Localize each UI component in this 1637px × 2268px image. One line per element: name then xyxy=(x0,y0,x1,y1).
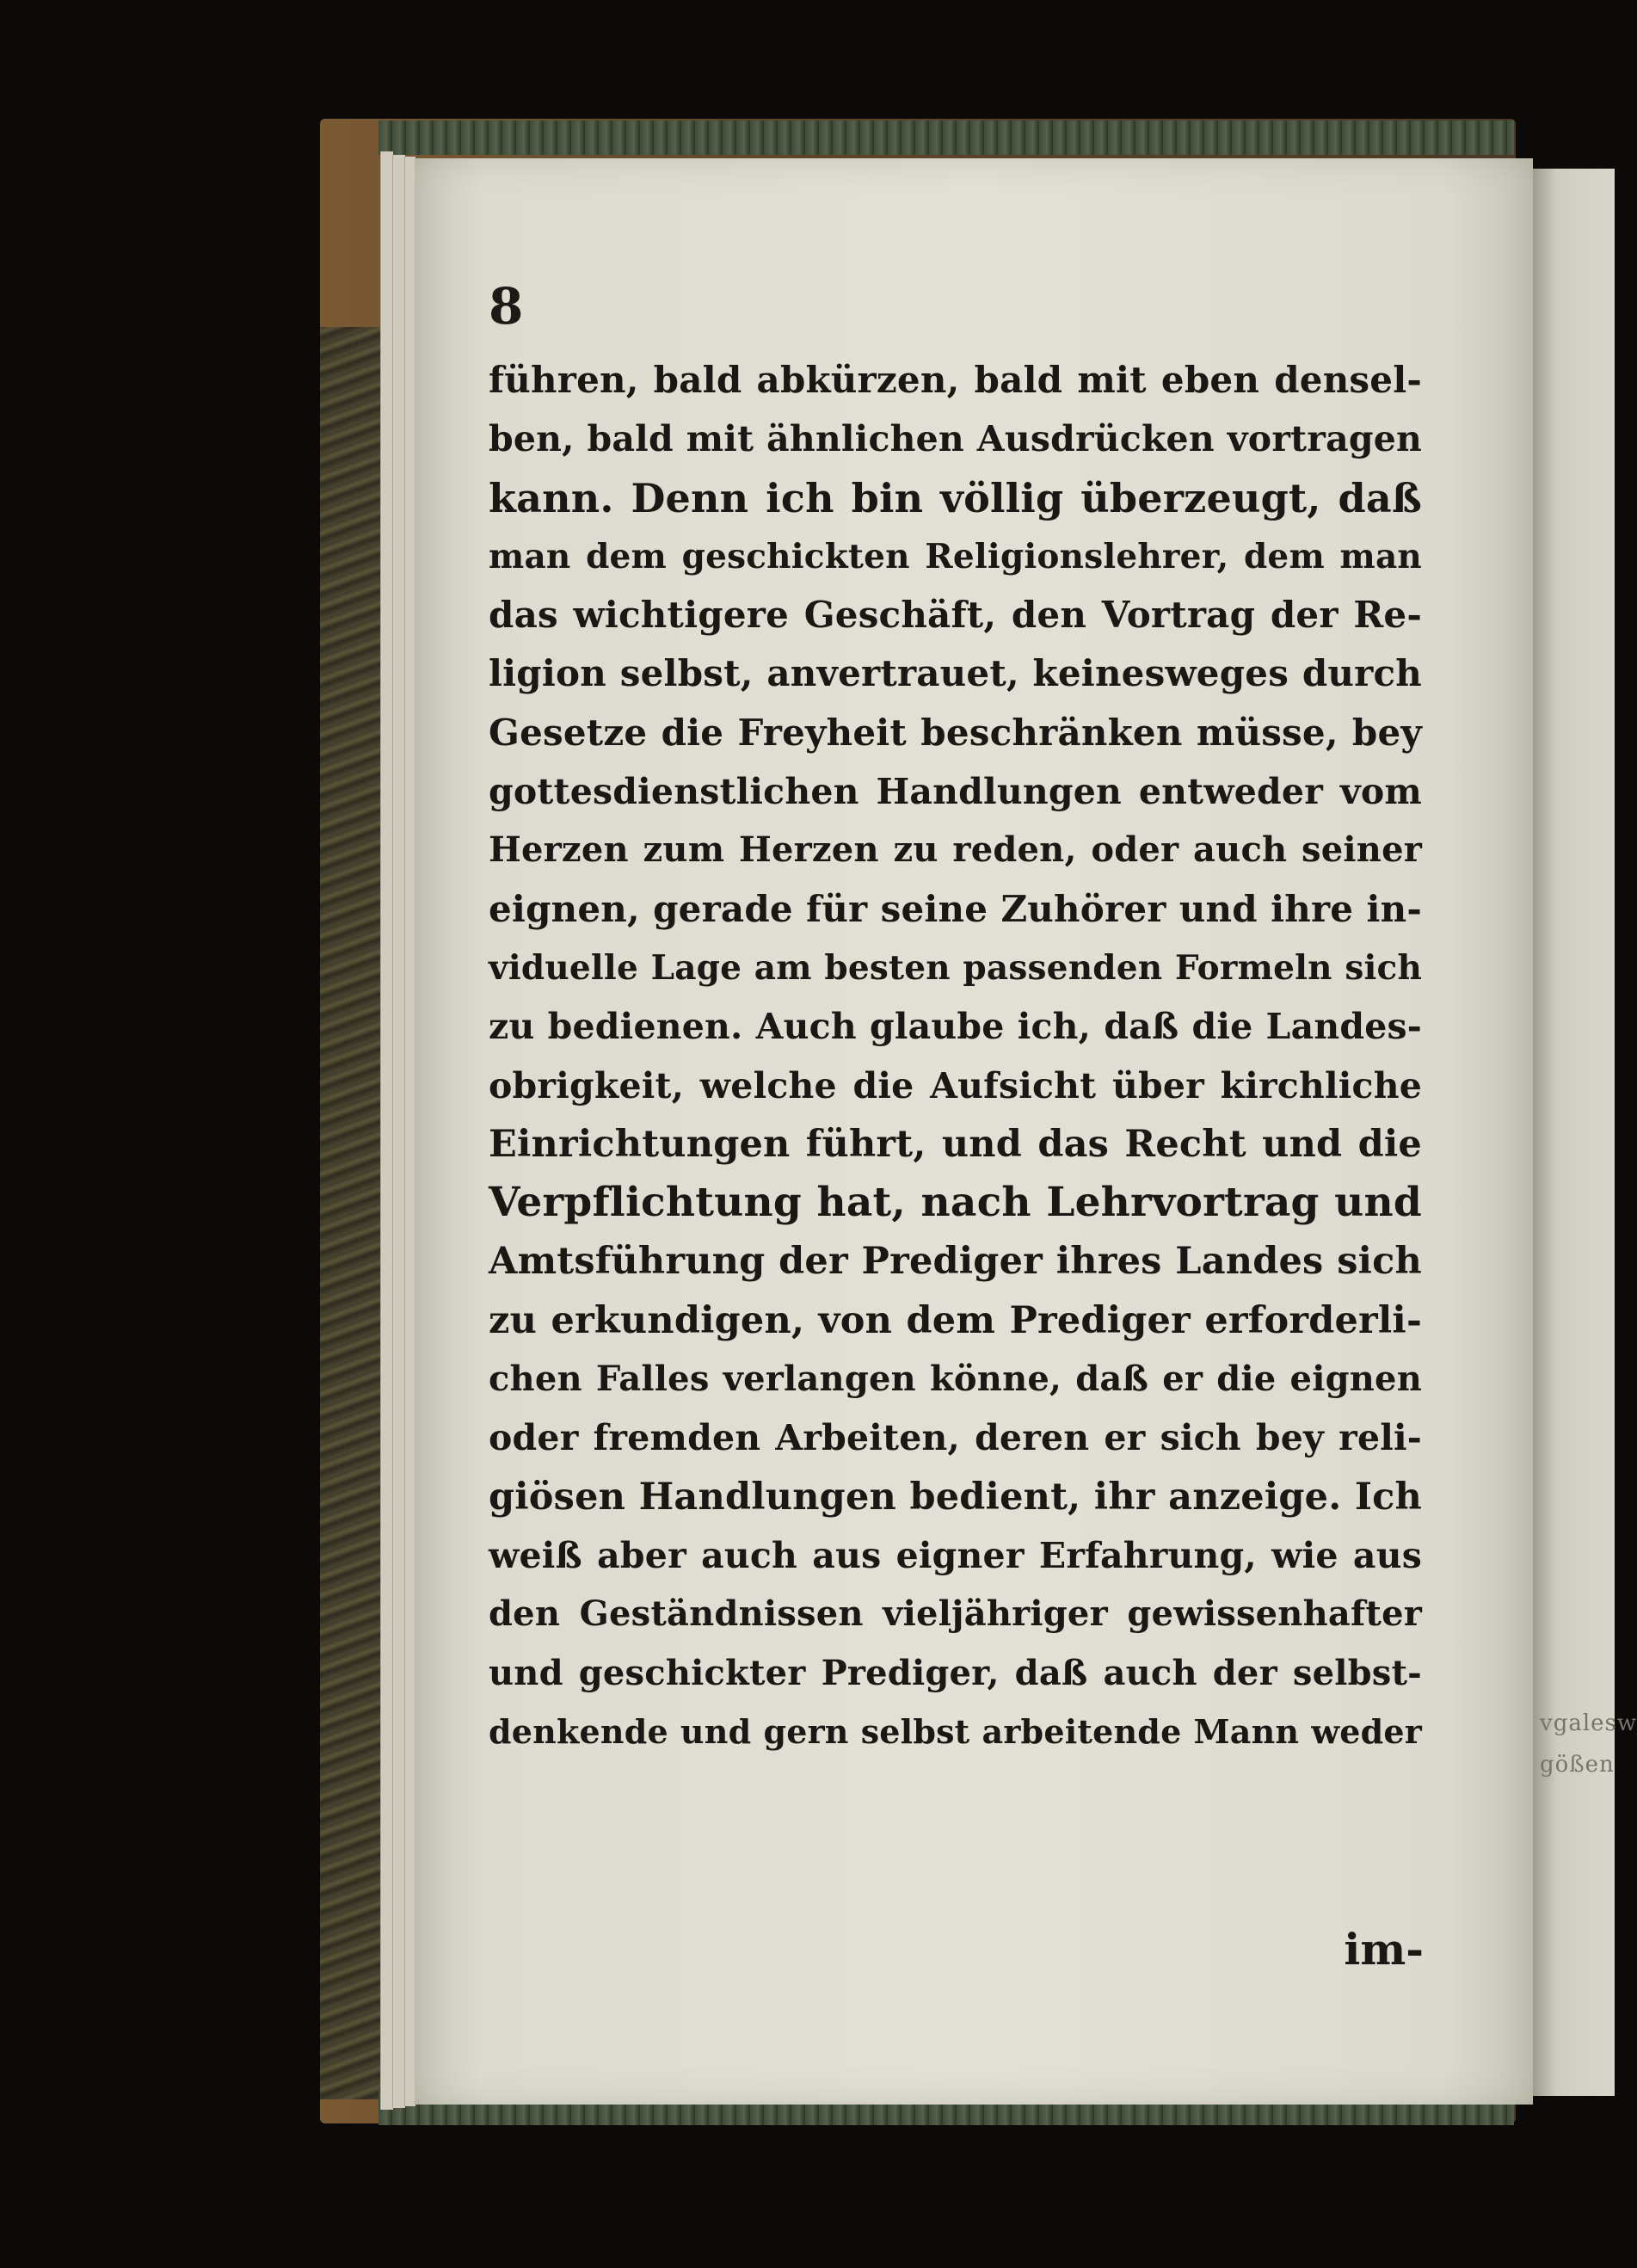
facing-page-bleed-text: vgalesw xyxy=(1540,1710,1637,1736)
catchword: im- xyxy=(1344,1924,1424,1975)
body-text xyxy=(489,351,1422,1761)
text-line: chen Falles verlangen könne, daß er die eignen xyxy=(489,1359,1422,1400)
text-line: man dem geschickten Religionslehrer, dem man xyxy=(489,536,1422,576)
text-line: Herzen zum Herzen zu reden, oder auch seiner xyxy=(489,829,1422,871)
page-edge-stack xyxy=(380,151,393,2110)
text-line: Verpflichtung hat, nach Lehrvortrag und xyxy=(489,1179,1422,1227)
text-line: Gesetze die Freyheit beschränken müsse, bey xyxy=(489,711,1422,754)
text-line: zu erkundigen, von dem Prediger erforderli- xyxy=(489,1298,1422,1342)
text-line: eignen, gerade für seine Zuhörer und ihre in- xyxy=(489,887,1422,930)
text-line: ligion selbst, anvertrauet, keinesweges durch xyxy=(489,652,1422,695)
text-line: Amtsführung der Prediger ihres Landes sich xyxy=(489,1240,1422,1284)
text-line: den Geständnissen vieljähriger gewissenhafter xyxy=(489,1593,1422,1635)
text-line: zu bedienen. Auch glaube ich, daß die Landes- xyxy=(489,1006,1422,1048)
facing-page-bleed-text: gößen xyxy=(1540,1752,1615,1778)
page-edge-stack xyxy=(392,155,405,2108)
text-line: denkende und gern selbst arbeitende Mann weder xyxy=(489,1711,1422,1751)
text-line: das wichtigere Geschäft, den Vortrag der Re- xyxy=(489,594,1422,637)
text-line: ben, bald mit ähnlichen Ausdrücken vortragen xyxy=(489,418,1422,460)
text-line: obrigkeit, welche die Aufsicht über kirchliche xyxy=(489,1064,1422,1106)
page-number: 8 xyxy=(489,277,524,336)
text-line: gottesdienstlichen Handlungen entweder vom xyxy=(489,771,1422,813)
facing-page-edge xyxy=(1533,169,1637,2096)
cover-top-strip xyxy=(378,120,1514,155)
text-line: weiß aber auch aus eigner Erfahrung, wie aus xyxy=(489,1534,1422,1576)
text-line: und geschickter Prediger, daß auch der selbst- xyxy=(489,1652,1422,1693)
marbled-cover-edge xyxy=(320,327,380,2099)
text-line: Einrichtungen führt, und das Recht und die xyxy=(489,1122,1422,1166)
text-line: kann. Denn ich bin völlig überzeugt, daß xyxy=(489,474,1422,521)
text-line: giösen Handlungen bedient, ihr anzeige. Ich xyxy=(489,1475,1422,1519)
text-line: viduelle Lage am besten passenden Formeln sich xyxy=(489,947,1422,988)
text-line: oder fremden Arbeiten, deren er sich bey reli- xyxy=(489,1417,1422,1459)
text-line: führen, bald abkürzen, bald mit eben densel- xyxy=(489,359,1422,401)
